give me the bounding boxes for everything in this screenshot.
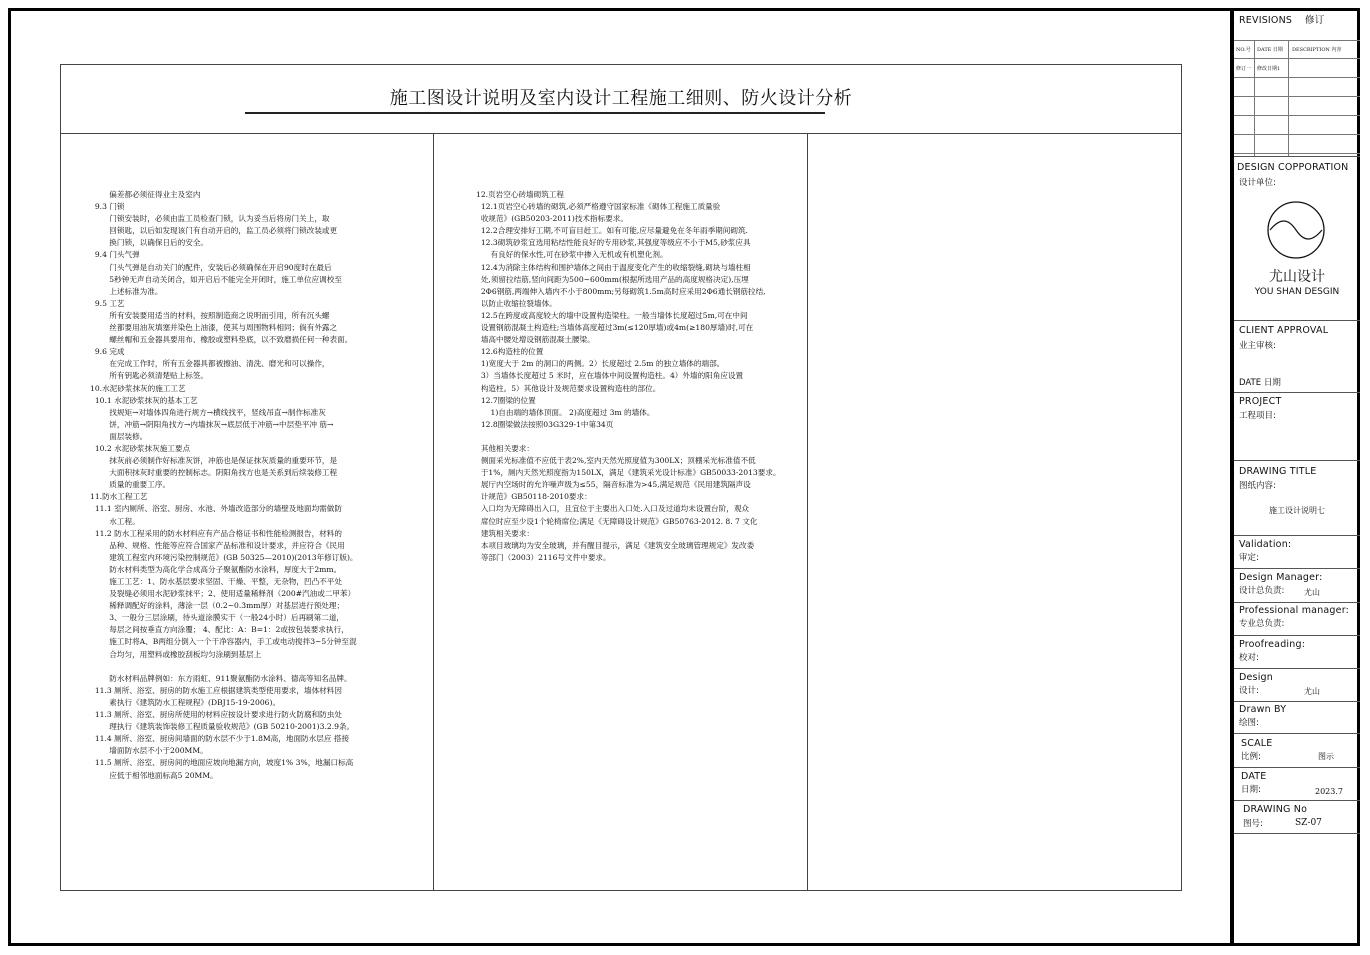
drawing-number-value: SZ-07 [1295,818,1322,828]
professional-manager-label-cn: 专业总负责: [1239,619,1285,629]
note-line: 墙高中腰处增设钢筋混凝土腰梁。 [476,335,595,345]
notes-column-2 [476,189,804,564]
note-line: 质量的重要工序。 [90,480,171,490]
scale-value: 图示 [1318,752,1334,761]
note-line: 水工程。 [90,516,140,526]
logo-text-cn: 尤山设计 [1269,269,1325,285]
note-line: 12.页岩空心砖墙砌筑工程 [476,190,565,199]
note-line: 建筑相关要求： [476,528,534,538]
note-line: 螺丝帽和五金器具要用布、橡胶或塑料垫底，以不致磨损任何一种表面。 [90,335,353,345]
note-line: 10.1 水泥砂浆抹灰的基本工艺 [90,395,198,405]
design-manager-value: 尤山 [1304,588,1320,597]
note-line: 席位时应至少设1个轮椅席位;满足《无障碍设计规范》GB50763-2012. 8. 7 文化 [476,516,758,526]
note-line: 12.3砌筑砂浆宜选用粘结性能良好的专用砂浆,其强度等级应不小于M5,砂浆应具 [476,238,751,248]
revisions-label: REVISIONS 修订 [1239,15,1325,26]
note-line: 12.5在跨度或高度较大的墙中设置构造梁柱。一般当墙体长度超过5m,可在中间 [476,310,748,320]
company-logo-icon [1266,200,1326,260]
validation-label: Validation: [1239,539,1292,550]
note-line: 有良好的保水性,可在砂浆中掺入无机或有机塑化剂。 [476,250,668,260]
note-line: 11.1 室内厕所、浴室、厨房、水池、外墙改造部分的墙壁及地面均需做防 [90,504,342,514]
column-divider-1 [433,133,434,891]
note-line: 5秒钟无声自动关闭合，如开启后不能完全开闭时，施工单位应调校至 [90,274,342,284]
design-value: 尤山 [1304,687,1320,696]
date-value: 2023.7 [1315,787,1343,796]
drawing-number-label: DRAWING No [1243,804,1308,815]
title-underline [245,112,825,114]
date-en-label: DATE [1241,771,1267,782]
note-line: 11.3 厕所、浴室、厨房的防水施工应根据建筑类型使用要求，墙体材料因 [90,685,342,695]
note-line: 9.6 完成 [90,347,125,357]
note-line: 回锁匙，以后如发现该门有自动开启的，监工员必须将门锁改装或更 [90,226,338,236]
note-line: 本项目玻璃均为安全玻璃，并有醒目提示，满足《建筑安全玻璃管理规定》发改委 [476,540,755,550]
note-line: 品种、规格、性能等应符合国家产品标准和设计要求，并应符合《民用 [90,540,345,550]
note-line: 3、一般分三层涂刷，待头道涂膜实干（一般24小时）后再刷第二道， [90,613,345,623]
note-line: 稀释调配好的涂料，薄涂一层（0.2~0.3mm厚）对基层进行预处理； [90,601,345,611]
note-line: 建筑工程室内环境污染控制规范》(GB 50325—2010)(2013年修订版)。 [90,552,358,562]
note-line: 11.3 厕所、浴室、厨房所使用的材料应按设计要求进行防火防腐和防虫处 [90,710,342,720]
note-line: 应低于相邻地面标高5 20MM。 [90,770,218,780]
note-line: 11.2 防水工程采用的防水材料应有产品合格证书和性能检测报告，材料的 [90,528,342,538]
note-line: 11.5 厕所、浴室、厨房间的地面应坡向地漏方向，坡度1% 3%，地漏口标高 [90,758,354,768]
note-line: 防水材料品牌例如：东方雨虹、911聚氨酯防水涂料、德高等知名品牌。 [90,673,352,683]
design-label-cn: 设计: [1239,686,1259,696]
note-line: 以防止收缩拉裂墙体。 [476,298,557,308]
note-line: 1)自由端的墙体顶面。 2)高度超过 3m 的墙体。 [476,407,655,417]
note-line: 侧面采光标准值不应低于表2%,室内天然光照度值为300LX；顶棚采光标准值不低 [476,456,756,466]
note-line: 11.4 厕所、浴室、厨房间墙面的防水层不少于1.8M高，地面防水层应 搭接 [90,734,350,744]
professional-manager-label: Professional manager: [1239,605,1350,616]
header-separator [60,133,1182,134]
note-line: 面层装修。 [90,431,148,441]
note-line: 每层之间按垂直方向涂覆； 4、配比：A：B=1：2或按包装要求执行， [90,625,349,635]
note-line: 9.4 门头气弹 [90,250,140,260]
project-label-cn: 工程项目: [1239,411,1276,421]
note-line: 10.水泥砂浆抹灰的施工工艺 [90,383,186,393]
note-line: 10.2 水泥砂浆抹灰施工要点 [90,443,191,453]
note-line: 理执行《建筑装饰装修工程质量验收规范》(GB 50210-2001)3.2.9条。 [90,722,355,732]
note-line: 饼，冲筋→阴阳角找方→内墙抹灰→底层低于冲筋→中层垫平冲 筋→ [90,419,334,429]
note-line: 12.1页岩空心砖墙的砌筑,必须严格遵守国家标准《砌体工程施工质量验 [476,202,721,212]
client-approval-label: CLIENT APPROVAL [1239,325,1329,336]
design-manager-label: Design Manager: [1239,572,1323,583]
validation-label-cn: 审定: [1239,553,1259,563]
note-line: 12.7圈梁的位置 [476,395,536,405]
note-line [476,431,804,443]
note-line: 2Φ6钢筋,两端伸入墙内不小于800mm;另每砌筑1.5m高时应采用2Φ6通长钢筋拉结, [476,286,766,296]
note-line [90,661,430,673]
note-line: 其他相关要求： [476,443,534,453]
note-line: 1)宽度大于 2m 的洞口的两侧。2）长度超过 2.5m 的独立墙体的端部。 [476,359,725,369]
note-line: 丝都要用油灰填塞并染色上油漆，使其与周围物料相同；倘有外露之 [90,323,338,333]
note-line: 展厅内空场时的允许噪声级为≤55，隔音标准为>45,满足规范《民用建筑隔声设 [476,480,751,490]
note-line: 于1%，厕内天然光照度指为150LX，满足《建筑采光设计标准》GB50033-2013要求。 [476,468,781,478]
proofreading-label: Proofreading: [1239,639,1306,650]
scale-label-cn: 比例: [1241,752,1261,762]
note-line: 设置钢筋混凝土构造柱;当墙体高度超过3m(≤120厚墙)或4m(≥180厚墙)时,可在 [476,323,754,333]
project-label: PROJECT [1239,396,1282,407]
logo-text-en: YOU SHAN DESGIN [1254,287,1340,297]
note-line: 门锁安装时，必须由监工员检查门锁，认为妥当后将房门关上，取 [90,214,330,224]
note-line: 素执行《建筑防水工程规程》(DBJ15-19-2006)。 [90,697,281,707]
page-title: 施工图设计说明及室内设计工程施工细则、防火设计分析 [389,88,853,109]
note-line: 入口均为无障碍出入口，且宜位于主要出入口处.入口及过道均未设置台阶，观众 [476,504,750,514]
date-cn-label: 日期: [1241,785,1261,795]
drawing-title-label: DRAWING TITLE [1239,466,1317,477]
design-label: Design [1239,672,1274,683]
date-label: DATE 日期 [1239,378,1281,388]
owner-review-label: 业主审核: [1239,341,1276,351]
design-corporation-label: DESIGN COPPORATION [1237,162,1349,173]
note-line: 找规矩→对墙体四角进行规方→横线找平，竖线吊直→制作标准灰 [90,407,326,417]
note-line: 抹灰前必须制作好标准灰饼，冲筋也是保证抹灰质量的重要环节，是 [90,456,338,466]
note-line: 12.6构造柱的位置 [476,347,544,357]
note-line: 换门锁，以确保日后的安全。 [90,238,209,248]
note-line: 所有安装要用适当的材料，按照制造商之说明而引用，所有沉头螺 [90,310,330,320]
note-line: 计规范》GB50118-2010要求： [476,492,592,502]
notes-column-1 [90,189,430,782]
drawing-title-value: 施工设计说明七 [1269,506,1325,515]
note-line: 11.防水工程工艺 [90,492,148,502]
note-line: 12.8圈梁做法按照03G329-1中第34页 [476,419,614,429]
note-line: 上述标准为准。 [90,286,163,296]
note-line: 合均匀，用塑料或橡胶刮板均匀涂刷到基层上 [90,649,262,659]
column-divider-2 [807,133,808,891]
scale-label: SCALE [1241,738,1273,749]
drawn-by-label: Drawn BY [1239,704,1287,715]
note-line: 处,须留拉结筋,竖向间距为500~600mm(根据所选用产品的高度规格决定),压埋 [476,274,749,284]
note-line: 12.4为消除主体结构和围护墙体之间由于温度变化产生的收缩裂缝,砌块与墙柱相 [476,262,751,272]
revisions-table: NO.号 DATE 日期 DESCRIPTION 内容 修订一 修改日期1 [1234,40,1360,156]
note-line: 施工工艺：1、防水基层要求坚固、干燥、平整，无杂物，凹凸不平处 [90,577,342,586]
drawing-title-label-cn: 图纸内容: [1239,481,1276,491]
note-line: 9.5 工艺 [90,298,125,308]
note-line: 等部门（2003）2116号文件中要求。 [476,552,611,562]
note-line: 构造柱。5）其他设计及规范要求设置构造柱的部位。 [476,383,661,393]
proofreading-label-cn: 校对: [1239,653,1259,663]
note-line: 在完成工作时，所有五金器具都被擦油、清洗、磨光和可以操作， [90,359,330,369]
note-line: 墙面防水层不小于200MM。 [90,746,208,756]
drawn-by-label-cn: 绘图: [1239,718,1259,728]
note-line: 9.3 门锁 [90,202,125,212]
note-line: 大面积抹灰时重要的控制标志。阴阳角找方也是关系到后续装修工程 [90,468,338,478]
design-manager-label-cn: 设计总负责: [1239,586,1285,596]
note-line: 偏差都必须征得业主及室内 [90,190,201,199]
note-line: 防水材料类型为高化学合成高分子聚氨酯防水涂料，厚度大于2mm。 [90,564,342,574]
note-line: 及裂缝必须用水泥砂浆抹平；2、使用适量稀释剂（200#汽油或二甲苯） [90,589,356,599]
note-line: 3）当墙体长度超过 5 米时，应在墙体中间设置构造柱。4）外墙的阳角应设置 [476,371,744,381]
design-unit-label: 设计单位: [1239,178,1276,188]
note-line: 施工时将A、B两组分倒入一个干净容器内，手工或电动搅拌3~5分钟至混 [90,637,357,647]
note-line: 门头气弹是自动关门的配件，安装后必须确保在开启90度时在最后 [90,262,332,272]
note-line: 所有钥匙必须清楚贴上标签。 [90,371,209,381]
note-line: 12.2合理安排好工期,不可盲目赶工。如有可能,应尽量避免在冬年雨季期间砌筑. [476,226,748,236]
note-line: 收规范》(GB50203-2011)技术指标要求。 [476,214,628,224]
drawing-number-label-cn: 图号: [1243,819,1263,829]
